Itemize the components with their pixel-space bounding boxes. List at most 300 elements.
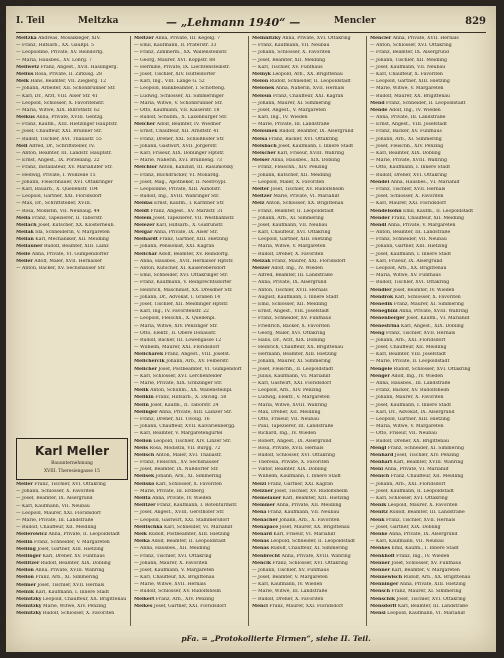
- directory-entry: Melezer Karl, Hilfsarb., X. Gudrunstr.: [134, 222, 224, 228]
- directory-entry: — Emil, Kaufmann, II. Praterstr. 33: [134, 43, 217, 49]
- directory-entry: — Rosa, Private, XVII. Hernals: [252, 445, 324, 451]
- directory-entry: — Robert, Angest., IX. Alsergrund: [252, 438, 332, 444]
- advertiser-business: Bauunternehmung: [51, 461, 93, 466]
- directory-entry: — Karl, Chauffeur, XVI. Ottakring: [252, 230, 331, 236]
- directory-entry: — Otto, Kaufmann, VII. Kaiserstr. 18: [134, 107, 220, 113]
- directory-entry: Menhart Karl, Beamter, XVIII. Währing: [370, 460, 464, 466]
- directory-entry: — Marie, Private, III. Landstraße: [252, 122, 330, 128]
- directory-entry: Meltzer Marie, Private, VI. Mariahilf: [252, 194, 340, 200]
- directory-entry: — Rudolf, Dreher, X. Favoriten: [252, 596, 324, 602]
- directory-entry: — Karl, Schlosser, XVI. Ottakring: [370, 496, 448, 501]
- column-4: [370, 36, 482, 626]
- directory-entry: — Karl, Chauffeur, XX. Brigittenau: [134, 575, 215, 581]
- directory-entry: Melk Rudolf, Postbeamter, XIII. Hietzing: [134, 531, 230, 537]
- directory-entry: — Franz, Dreher, XII. Tivolig. 16: [134, 416, 210, 422]
- directory-entry: — Hans, Dr., Arzt, XIX. Döbling: [252, 337, 325, 343]
- directory-entry: — Karl, Chauffeur, X. Favoriten: [370, 71, 443, 77]
- directory-entry: — Wilhelm, Kaufmann, I. Innere Stadt: [252, 474, 341, 480]
- directory-entry: Melitzer Franz, Kaufmann, I. Rotenturmstr.: [134, 503, 238, 509]
- directory-entry: — Anton, Beamter, III. Landstr. Hauptstr.: [16, 151, 112, 156]
- directory-entry: — Ernst, Angest., IX. Porzellang. 22: [16, 158, 100, 164]
- directory-entry: Melka Adolf, Beamter, II. Leopoldstadt: [134, 539, 226, 545]
- directory-entry: Menschik Josef, Tischler, XVI. Ottakring: [370, 596, 466, 602]
- directory-entry: — Marie, Private, XVIII. Währing: [370, 158, 447, 164]
- directory-entry: Melling Josef, Gärtner, XIII. Hietzing: [16, 546, 104, 552]
- directory-entry: — Hermann, Beamter, XIII. Hietzing: [252, 352, 337, 358]
- directory-entry: Mena Franz, Kaufmann, VII. Neubau: [252, 510, 340, 516]
- directory-entry: Melichar Adolf, Beamter, XV. Reindorfg.: [134, 251, 230, 257]
- directory-entry: Mellinger Karl, Dreher, XV. Fünfhaus: [16, 553, 105, 559]
- directory-entry: Melitschka Karl, Schneider, VI. Mariahilf: [134, 524, 233, 530]
- directory-entry: — Ernst, Angest., VIII. Josefstadt: [252, 309, 329, 315]
- directory-entry: — Leopold, Gärtner, XIII. Hietzing: [370, 79, 450, 85]
- directory-entry: — Johann, Tischler, XV. Fünfhaus: [252, 567, 329, 573]
- directory-entry: Melounek Rudolf, Beamter, IX. Alsergrund: [252, 129, 354, 135]
- right-guide-word: Mencler: [334, 16, 376, 26]
- directory-entry: — Johann, Schlosser, X. Favoriten: [16, 489, 95, 495]
- directory-entry: Melon Rudolf, Schneider, II. Leopoldstadt: [252, 79, 351, 85]
- directory-entry: — Rudolf, Tischler, XVI. Ottakring: [370, 280, 450, 286]
- directory-entry: Mellak Ida, Schneiderin, V. Margareten: [16, 230, 110, 236]
- directory-entry: — Josef, Gärtner, XIX. Döbling: [370, 524, 441, 530]
- directory-entry: — Franz, Installateur, XV. Mariahilfer Str.: [16, 165, 113, 171]
- directory-entry: — Franz, Zimmerm., XX. Wallensteinstr.: [134, 50, 228, 56]
- directory-entry: — Josef, Kaufmann, I. Innere Stadt: [370, 402, 452, 408]
- directory-entry: — Marie, Private, III. Landstraße: [16, 517, 94, 523]
- directory-entry: — Josef, Beamter, V. Margareten: [252, 575, 328, 581]
- directory-entry: — Rudolf, Tischler, XVI. Thaliastr. 55: [16, 136, 102, 142]
- directory-entry: — Maria, Witwe, V. Margareten: [370, 424, 444, 430]
- directory-entry: — Franz, Buchdrucker, VI. Mollardg.: [134, 172, 220, 178]
- directory-entry: — Marie, Witwe, III. Landstraße: [252, 589, 328, 595]
- directory-entry: — Rudolf, Maurer, XX. Brigittenau: [370, 93, 451, 99]
- directory-entry: — Franz, Tischler, XVII. Hernals: [370, 186, 446, 192]
- directory-entry: Melnitzky Rudolf, Schlosser, X. Favoriten: [16, 611, 115, 617]
- directory-entry: — Anton, Beamter, III. Landstraße: [370, 230, 451, 236]
- directory-entry: — Emil, Schneider, XVI. Ottakringer Str.: [134, 273, 229, 279]
- running-title: — „Lehmann 1940“ —: [166, 16, 301, 29]
- directory-entry: — Josef, Kaufmann, VII. Neubau: [370, 64, 446, 70]
- directory-entry: — Leopold, Bankbeamter, I. Schotteng.: [134, 86, 226, 92]
- page-number: 829: [465, 16, 486, 27]
- directory-entry: Melzner Josef, Tischler, XV. Rudolfsheim: [252, 488, 348, 494]
- directory-entry: — Josef, Kaufmann, V. Margareten: [134, 567, 215, 573]
- directory-entry: — Maria, Witwe, XIX. Billrothstr. 62: [16, 107, 100, 113]
- directory-entry: — Josef, Kaufmann, I. Innere Stadt: [370, 251, 452, 257]
- directory-entry: Menhard Josef, Tischler, XIV. Penzing: [370, 452, 459, 458]
- directory-entry: — Johann, Arbeiter, XII. Schönbrunner Str.: [16, 86, 116, 92]
- directory-entry: — Karl, Ing., VIII. Lange G. 52: [134, 79, 205, 85]
- directory-entry: — Marie, Witwe, V. Margareten: [370, 86, 444, 92]
- directory-entry: — Josef, Chauffeur, XII. Meidling: [370, 345, 447, 351]
- directory-entry: Mendelsohn Emil, Kaufm., II. Leopoldstadt: [370, 208, 474, 214]
- directory-entry: — Anton, Bäcker, XV. Sechshauser Str.: [16, 266, 106, 271]
- directory-entry: — Otto, Friseur, VII. Neubau: [252, 416, 319, 422]
- directory-entry: — Johann, Arb., XXI. Floridsdorf: [370, 481, 446, 487]
- advertiser-address: XVIII. Theresiengasse 15: [44, 469, 100, 474]
- directory-entry: Melle Anna, Private, VI. Gumpendorfer: [16, 251, 109, 257]
- directory-page: [6, 6, 496, 652]
- directory-entry: — Rudolf, Schlosser, XVI. Ottakring: [252, 452, 335, 458]
- directory-entry: Menkhoff Franz, Ing., IV. Wieden: [370, 553, 450, 559]
- directory-entry: Mell Alfred, Dr., Schriftsteller, IV.: [16, 143, 95, 149]
- directory-entry: — Franz, Schneider, VII. Neubau: [370, 237, 447, 243]
- directory-entry: Menacher Johann, Arb., X. Favoriten: [252, 517, 340, 523]
- directory-entry: Melnitzky Marie, Witwe, XIV. Penzing: [16, 604, 107, 610]
- directory-entry: Memelauer Karl, Beamter, XIII. Hietzing: [252, 496, 350, 501]
- directory-entry: Melonek Anna, Näherin, XVII. Hernals: [252, 86, 345, 92]
- directory-entry: Mencler Anna, Private, XVII. Hernals: [370, 36, 459, 41]
- directory-entry: — Otto, Friseur, VII. Neubau: [370, 431, 437, 437]
- directory-entry: — Theresia, Private, X. Favoriten: [252, 460, 330, 466]
- directory-entry: Melhardt Franz, Gärtner, XIII. Hietzing: [134, 237, 228, 243]
- page-footer: pFa. = „Protokollierte Firmen“, siehe II. Teil.: [181, 634, 371, 643]
- directory-entry: — Rudolf, Schlosser, XV. Rudolfsheim: [134, 589, 221, 595]
- directory-entry: — Karl, Bauarb., X. Quellenstr. 104: [16, 186, 98, 192]
- directory-entry: Melikin Franz, Hilfsarb., X. Davidg. 58: [134, 395, 227, 401]
- directory-entry: — Marie, Private, III. Erdberg: [134, 488, 205, 494]
- directory-entry: Mellauner Rudolf, Beamter, XIII. Lainz: [16, 244, 109, 250]
- directory-entry: Melsa Franz, Bäcker, XVI. Ottakring: [252, 136, 338, 142]
- directory-entry: — Hermine, Private, IX. Liechtensteinstr.: [134, 64, 230, 70]
- directory-entry: — Johann, Schlosser, X. Favoriten: [252, 50, 331, 56]
- directory-entry: Melnitzky Leopold, Chauffeur, XX. Brigittenau: [16, 597, 127, 602]
- directory-entry: Menenberger Josef, Kaufm., VI. Mariahilf: [370, 316, 470, 322]
- directory-entry: Melnnitzky Anna, Private, XVI. Ottakring: [252, 36, 351, 41]
- directory-entry: Melnyk Leopold, Arb., XX. Brigittenau: [252, 71, 343, 77]
- directory-entry: — Leopold, Fleischh., X. Quellenpl.: [134, 316, 216, 322]
- directory-entry: Meltzer Anna, Private, III. Kegelg. 7: [134, 36, 221, 41]
- directory-entry: — Josef, Kaufmann, VII. Neubau: [252, 222, 328, 228]
- directory-entry: — Maria, Witwe, XVIII. Währing: [252, 402, 327, 408]
- directory-entry: — Johann, Arb., XI. Simmering: [252, 215, 324, 221]
- directory-entry: — Karl, Beamter, V. Margaretengürtel: [134, 431, 223, 437]
- directory-entry: Mellitzer Rudolf, Beamter, XIX. Döbling: [16, 561, 111, 567]
- directory-entry: Melichercik Johann, Arb., XV. Felberstr.: [134, 359, 230, 365]
- directory-entry: — Josef, Angest., V. Margareten: [252, 107, 326, 113]
- directory-entry: — Leopold, Gärtner, XXI. Floridsdorf: [16, 194, 102, 200]
- directory-entry: — Max, Dreher, XII. Meidling: [252, 409, 321, 415]
- directory-entry: Mella Franz, Tapezierer, II. Taborstr.: [16, 215, 103, 221]
- directory-entry: Mender Franz, Chauffeur, XII. Meidling: [370, 215, 464, 221]
- directory-entry: — Maria, Witwe, XV. Fünfhaus: [370, 273, 441, 279]
- directory-entry: Menner Karl, Beamter, V. Margareten: [370, 567, 460, 573]
- directory-entry: — Marie, Witwe, XVII. Hernals: [134, 582, 206, 588]
- directory-entry: — Anna, Hausbes., III. Landstraße: [370, 381, 451, 386]
- directory-entry: — Maria, Witwe, XIV. Penzinger Str.: [134, 323, 218, 329]
- directory-entry: — Rosa, Modistin, VII. Neubaug. 44: [16, 208, 100, 214]
- directory-entry: — Paul, Tapezierer, III. Landstraße: [252, 424, 334, 430]
- directory-entry: Mendler Josef, Beamter, IV. Wieden: [370, 287, 455, 293]
- directory-entry: — Karl, Ing., IV. Wieden: [252, 115, 308, 121]
- column-divider: [248, 36, 249, 626]
- directory-entry: — Franz, Bäcker, XV. Rudolfsheim: [370, 388, 450, 394]
- directory-entry: Melisko Karl, Schlosser, X. Favoriten: [134, 481, 222, 487]
- directory-entry: Melicher Josef, Postbeamter, VI. Gumpendorf: [134, 366, 242, 372]
- directory-entry: — Karl, Kaufmann, IV. Wieden: [252, 582, 323, 588]
- directory-entry: Melion Leopold, Tischler, XIV. Linzer Str.: [134, 438, 232, 444]
- directory-entry: — Leopold, Gärtner, XIII. Hietzing: [252, 237, 332, 243]
- directory-entry: — Anton, Tischler, XVII. Hernals: [252, 287, 328, 293]
- directory-entry: Mellon Anna, Private, XVIII. Währing: [16, 568, 105, 574]
- directory-entry: Melzer Adolf, Ing., IV. Wieden: [252, 266, 323, 271]
- directory-entry: — Johann, Chauffeur, XVII. Kalvarienbergg.: [134, 424, 236, 430]
- directory-entry: — Anna, Private, III. Landstraße: [370, 115, 446, 121]
- directory-entry: — Rudolf, Dreher, XVI. Ottakring: [370, 172, 447, 178]
- directory-entry: — Franz, Tischler, XVI. Ottakring: [134, 553, 212, 559]
- directory-entry: — Johann, Arb., XI. Simmering: [370, 136, 442, 142]
- directory-entry: — Johann, Maurer, X. Favoriten: [134, 560, 208, 566]
- directory-entry: Melkes Josef, Gärtner, XXI. Floridsdorf: [134, 603, 227, 609]
- directory-entry: — Leopoldine, Private, XV. Reindorfg.: [16, 50, 104, 56]
- directory-entry: Menedik Franz, Maurer, XI. Simmering: [370, 301, 464, 307]
- directory-entry: — Johann, Maurer, XI. Simmering: [252, 359, 331, 365]
- directory-entry: — Franz, Fleischh., XV. Sechshauser: [134, 460, 219, 466]
- directory-entry: Melz Anton, Schlosser, XX. Brigittenau: [252, 201, 344, 207]
- directory-entry: Menik Leopold, Maurer, X. Favoriten: [370, 503, 458, 509]
- directory-entry: — Karl, Ing., IV. Favoritenstr. 22: [134, 309, 209, 315]
- directory-entry: Melzl Franz, Gärtner, XXI. Kagran: [252, 481, 334, 487]
- directory-entry: — Leopold, Schlosser, X. Favoritenstr.: [16, 100, 105, 106]
- directory-entry: — Franz, Beamter, II. Leopoldstadt: [252, 208, 334, 214]
- directory-entry: Mendl Anna, Private, V. Margareten: [370, 222, 456, 228]
- directory-entry: — Otto, Kaufmann, I. Innere Stadt: [370, 165, 451, 171]
- directory-entry: Mendel Anna, Hausbes., VI. Mariahilf: [370, 179, 460, 185]
- directory-entry: — Marie, Private, II. Leopoldstadt: [370, 359, 450, 365]
- directory-entry: Mennewisch Rudolf, Arb., XX. Brigittenau: [370, 575, 471, 581]
- directory-entry: Mencl Franz, Maurer, XXI. Floridsdorf: [252, 603, 343, 609]
- directory-entry: — Josef, Beamter, IX. Nußdorfer Str.: [134, 467, 219, 473]
- directory-entry: — Leopold, Arb., XIV. Penzing: [252, 388, 322, 394]
- directory-entry: — Julius, Kaufmann, VI. Mariahilf: [252, 373, 331, 379]
- directory-entry: Melem Josef, Tapezierer, VII. Westbahnstr.: [134, 215, 235, 221]
- directory-entry: Melik Anton, Schuhm., XX. Wallensteinpl.: [134, 388, 233, 394]
- directory-entry: — Johann, Maurer, XI. Simmering: [252, 100, 331, 106]
- directory-entry: Menitz Rudolf, Beamter, III. Landstraße: [370, 510, 465, 516]
- directory-entry: Melzak Franz, Maurer, XXI. Floridsdorf: [252, 258, 346, 264]
- directory-entry: Melter Josef, Tischler, XV. Rudolfsheim: [252, 186, 344, 192]
- column-3: [252, 36, 364, 626]
- column-divider: [130, 36, 131, 626]
- directory-entry: Melis Rosa, Modistin, VII. Burgg. 72: [134, 445, 221, 451]
- part-label: I. Teil: [16, 16, 45, 26]
- directory-entry: Mellon Franz, Arb., XI. Simmering: [16, 575, 99, 581]
- left-guide-word: Meltzka: [78, 16, 119, 26]
- directory-entry: — Alfred, Beamter, III. Landstraße: [252, 273, 333, 279]
- directory-entry: Melnik Karl, Kaufmann, I. Innere Stadt: [16, 589, 110, 595]
- directory-entry: — Josef, Fleischh., XIV. Penzing: [370, 143, 444, 149]
- directory-entry: Menke Anna, Private, IX. Alsergrund: [370, 531, 458, 537]
- directory-entry: — Franz, Kaufmann, V. Reinprechtsdorfer: [134, 280, 232, 286]
- directory-entry: — Johann, Arb., XXI. Floridsdorf: [370, 337, 446, 343]
- directory-entry: Menapace Josef, Maurer, XX. Brigittenau: [252, 524, 350, 530]
- directory-entry: — Anna, Hausbes., XII. Meidling: [134, 546, 210, 552]
- directory-entry: — Franz, Hilfsarb., XX. Gaußpl. 5: [16, 43, 94, 49]
- directory-entry: — Josef, Schlosser, X. Favoriten: [370, 194, 444, 200]
- directory-entry: — Karl, Beamter, XIX. Döbling: [370, 151, 441, 156]
- directory-entry: — Rudolf, Dreher, X. Favoriten: [252, 251, 324, 257]
- directory-entry: Mengele Rudolf, Schlosser, XVI. Ottakring: [370, 366, 471, 372]
- directory-entry: Melcher Adolf, Beamter, IV. Wiedner: [134, 122, 221, 128]
- directory-entry: — Anton, Schlosser, XVI. Ottakring: [370, 43, 452, 49]
- directory-entry: Meller Adolf, Maler, XVII. Hernalser: [16, 258, 102, 264]
- directory-entry: Menbrecht Anna, Private, XVIII. Währing: [252, 553, 351, 559]
- directory-entry: — Rudolf, Bäcker, III. Löwengasse 12: [134, 337, 222, 343]
- directory-entry: — Johann, Gärtner, XIII. Hietzing: [370, 244, 448, 250]
- directory-entry: Mengl Franz, Schneider, XI. Simmering: [370, 445, 464, 451]
- directory-entry: — Rudolf, Chauffeur, XII. Meidling: [16, 525, 97, 531]
- directory-entry: Menard Karl, Friseur, VI. Mariahilf: [252, 531, 336, 537]
- directory-entry: — Karl, Dr., Arzt, VIII. Alser Str. 41: [16, 93, 98, 99]
- directory-entry: Meneghini Anna, Private, XVIII. Währing: [370, 309, 469, 315]
- directory-entry: — Ernst, Chauffeur, XII. Arndtstr. 41: [134, 129, 220, 135]
- directory-entry: Melicharek Franz, Angest., VIII. Josefst.: [134, 352, 231, 358]
- directory-entry: — Franz, Fleischh., XIV. Penzing: [252, 165, 328, 171]
- directory-entry: — Josef, Chauffeur, XXI. Brünner Str.: [16, 129, 103, 135]
- directory-entry: Melscher Karl, Friseur, XVIII. Währing: [252, 151, 345, 156]
- directory-entry: — Anton, Kutscher, XI. Kaiserebersdorf: [134, 266, 226, 271]
- directory-entry: Menk Franz, Tischler, XVII. Hernals: [370, 517, 456, 523]
- directory-entry: Meldt Franz, Angest., XV. Märzstr. 31: [134, 208, 223, 214]
- directory-entry: Melkus Anna, Private, XVIII. Gentzg.: [16, 115, 104, 121]
- directory-entry: — Maria, Witwe, V. Schönbrunner Str.: [134, 100, 223, 106]
- directory-entry: — Josef, Angest., XVIII. Gersthofer Str.: [134, 510, 225, 516]
- directory-entry: — Maria, Hausbes., XV. Löhrg. 7: [16, 57, 92, 63]
- directory-entry: — Franz, Dreher, XXI. Schloßhofer Str.: [134, 136, 225, 142]
- directory-entry: — Marie, Näherin, XVI. Brunneng. 73: [134, 158, 222, 164]
- directory-entry: — Johann, Gastwirt, XVII. Jörgerstr.: [134, 143, 218, 149]
- directory-entry: — Ludwig, Elektr., V. Margareten: [252, 395, 330, 401]
- directory-entry: Melgar Anna, Private, IX. Alser Str.: [134, 230, 218, 236]
- directory-entry: Melita Anna, Private, IV. Wieden: [134, 496, 212, 501]
- directory-entry: Mende Adolf, Ing., IV. Wieden: [370, 107, 441, 113]
- directory-entry: Melinger Anna, Private, XIII. Lainzer Str.: [134, 409, 233, 415]
- directory-entry: — Johann, Maurer, X. Favoriten: [370, 395, 444, 401]
- column-2: [134, 36, 246, 626]
- directory-entry: — Leopold, Gärtner, XIII. Hietzing: [370, 416, 450, 422]
- directory-entry: — Leopold, Arb., XX. Brigittenau: [370, 266, 447, 271]
- directory-entry: Mendrok Karl, Schlosser, X. Favoriten: [370, 294, 461, 300]
- directory-entry: — Johann, Kutscher, XII. Meidling: [252, 172, 332, 178]
- directory-entry: Meliwetz Franz, Angest., XVII. Haslingerg.: [16, 64, 118, 70]
- directory-entry: — Otto, Elektr., II. Obere Donaustr.: [134, 330, 217, 336]
- directory-entry: — Josef, Kaufmann, II. Leopoldstadt: [370, 488, 454, 494]
- directory-entry: Melisek Johann, Arb., XI. Simmering: [134, 474, 222, 480]
- directory-entry: Menestrina Karl, Angest., XIX. Döbling: [370, 323, 464, 329]
- directory-entry: — Leopold, Maurer, XXI. Floridsdorf: [16, 510, 101, 516]
- directory-entry: Menninger Anna, Private, XIII. Hietzing: [370, 582, 466, 588]
- directory-entry: — Franz, Schneider, XV. Fünfhaus: [252, 316, 332, 322]
- directory-entry: — Johann, Dr., Advokat, I. Graben 14: [134, 294, 221, 300]
- directory-entry: — Ernst, Angest., VIII. Josefstadt: [370, 122, 447, 128]
- directory-entry: Menich Franz, Chauffeur, XII. Meidling: [370, 474, 464, 480]
- directory-entry: Meltzka Andreas, Mosaikleger, XIV.: [16, 36, 101, 41]
- directory-entry: — Karl, Schlosser, XVI. Lerchenfelder: [134, 373, 223, 379]
- directory-entry: Menger Adolf, Ing., IV. Wieden: [370, 373, 444, 379]
- directory-entry: — Josef, Tischler, XII. Meidlinger Hptstr.: [134, 301, 229, 307]
- directory-entry: — Franz, Kaufmann, VII. Neubau: [252, 43, 330, 49]
- directory-entry: — Johann, Fleischhauer, XVI. Ottakringer: [16, 179, 113, 185]
- directory-entry: — Emil, Schlosser, XII. Meidling: [252, 301, 328, 307]
- directory-entry: — Anna, Private, IX. Alsergrund: [252, 280, 327, 286]
- directory-entry: — Friedrich, Bäcker, X. Favoriten: [252, 323, 330, 329]
- directory-entry: Mensch Franz, Maurer, XI. Simmering: [370, 589, 462, 595]
- directory-entry: — Franz, Beamter, IX. Alsergrund: [370, 50, 449, 56]
- directory-entry: — Franz, Bäcker, XV. Fünfhaus: [370, 129, 442, 135]
- directory-entry: Mensi Leopold, Kaufmann, VI. Mariahilf: [370, 611, 465, 616]
- directory-entry: — Karl, Tischler, XV. Fünfhaus: [252, 64, 323, 70]
- directory-entry: Mellin Franz, Schneider, V. Margareten: [16, 539, 110, 545]
- directory-entry: — Leopoldine, Private, XIII. Auhofstr.: [134, 186, 222, 192]
- directory-entry: — Franz, Kaufm., XIII. Hietzinger Hauptstr.: [16, 122, 118, 128]
- directory-entry: Melius Rosa, Private, II. Zirkusg. 28: [16, 71, 102, 77]
- directory-entry: Menas Leopold, Schneider, II. Leopoldstadt: [252, 539, 355, 545]
- directory-entry: Mellach Josef, Kutscher, XX. Klosterneub.: [16, 222, 115, 228]
- directory-entry: Meni Anna, Private, VI. Mariahilf: [370, 467, 449, 473]
- directory-entry: — Ludwig, Schlosser, XI. Simmeringer: [134, 93, 224, 99]
- directory-entry: — Richard, Ing., IV. Wieden: [252, 431, 317, 437]
- directory-entry: Melchior Anton, Kanzlist, III. Rasumofsky: [134, 165, 234, 171]
- directory-entry: — Karl, Kaufmann, VII. Neubau: [16, 503, 90, 509]
- directory-entry: — Max, Dr., Schriftsteller, XVIII.: [16, 201, 92, 207]
- directory-entry: Melk Hans, Beamter, VII. Zieglerg. 12: [16, 79, 107, 85]
- directory-entry: — Karl, Dr., Advokat, IX. Alsergrund: [370, 409, 455, 415]
- directory-entry: Melmer Josef, Tischler, XVII. Hernals: [16, 582, 105, 588]
- directory-entry: Melin Josef, Kaufm., II. Taborstr. 24: [134, 402, 219, 408]
- directory-entry: Menaš Rudolf, Chauffeur, XI. Simmering: [252, 546, 348, 552]
- column-divider: [366, 36, 367, 626]
- directory-entry: Memmer Anna, Private, XII. Meidling: [252, 503, 342, 509]
- directory-entry: — Rudolf, Dreher, XX. Brigittenau: [370, 438, 449, 444]
- directory-entry: Meng Franz, Tischler, XVII. Hernals: [370, 330, 456, 336]
- directory-entry: — Josef, Beamter, XII. Meidling: [252, 57, 326, 63]
- directory-entry: Mensdorff Karl, Beamter, III. Landstraße: [370, 603, 468, 609]
- column-1: [16, 36, 128, 434]
- directory-entry: — Georg, Maurer, XVI. Koppstr. 88: [134, 57, 216, 63]
- directory-entry: Mellan Karl, Mechaniker, XII. Meidling: [16, 237, 109, 243]
- directory-entry: — Josef, Mag., Apotheker, II. Nestroypl.: [134, 179, 227, 185]
- directory-entry: Meloun Franz, Chauffeur, XXI. Kagran: [252, 93, 344, 99]
- directory-entry: — Wilhelm, Maurer, XXI. Floridsdorf: [134, 345, 220, 351]
- directory-entry: — Karl, Kaufmann, VII. Neubau: [370, 539, 444, 545]
- directory-entry: Menner Josef, Schlosser, XV. Fünfhaus: [370, 560, 462, 566]
- directory-entry: — Johann, Tischler, XII. Meidling: [370, 57, 447, 63]
- directory-entry: — Hedwig, Private, I. Wollzeile 15: [16, 172, 96, 178]
- directory-entry: — Georg, Maler, XVI. Ottakring: [252, 330, 326, 336]
- directory-entry: — Marie, Private, XIX. Grinzinger Str.: [134, 381, 223, 386]
- advertiser-name: Karl Meller: [35, 444, 109, 458]
- page-header: [16, 14, 486, 33]
- directory-entry: — Rudolf, Schuhm., X. Laxenburger Str.: [134, 115, 228, 121]
- directory-entry: — Karl, Beamter, VIII. Josefstadt: [370, 352, 446, 358]
- directory-entry: Mellerowicz Anna, Private, II. Leopoldstadt: [16, 532, 120, 538]
- directory-entry: — Josef, Fleischh., II. Leopoldstadt: [252, 366, 334, 372]
- column-1-continued: [16, 482, 128, 626]
- directory-entry: — Viktor, Beamter, XIX. Döbling: [252, 467, 327, 473]
- directory-entry: Melisch Anton, Maler, XVI. Thaliastr.: [134, 452, 222, 458]
- directory-entry: — Karl, Friseur, XIX. Döblinger Hptstr.: [134, 151, 225, 156]
- advertisement-box: [16, 438, 128, 480]
- directory-entry: — Rudolf, Ing., XVIII. Währinger Str.: [134, 194, 220, 200]
- directory-entry: Melser Anna, Hausbes., XIX. Döbling: [252, 158, 341, 164]
- directory-entry: Menkes Emil, Kaufm., I. Innere Stadt: [370, 546, 459, 552]
- directory-entry: — Maria, Witwe, V. Margareten: [252, 244, 326, 250]
- directory-entry: — Leopold, Maler, X. Favoriten: [252, 179, 325, 185]
- directory-entry: — Karl, Friseur, IX. Alsergrund: [370, 258, 443, 264]
- directory-entry: — Heinrich, Chauffeur, XX. Brigittenau: [252, 345, 344, 351]
- directory-entry: Menčik Franz, Schlosser, XVI. Ottakring: [252, 560, 348, 566]
- directory-entry: Mend Franz, Schneider, II. Leopoldstadt: [370, 100, 466, 106]
